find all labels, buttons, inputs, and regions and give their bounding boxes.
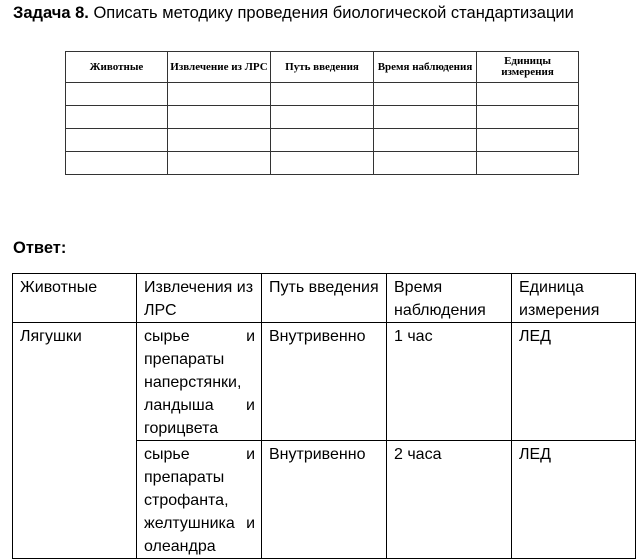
unit-cell: ЛЕД [512, 323, 636, 441]
empty-cell [66, 83, 168, 106]
empty-cell [477, 129, 579, 152]
task-table-empty-row [66, 106, 579, 129]
answer-header-row [13, 274, 636, 323]
empty-cell [271, 106, 374, 129]
unit-cell: ЛЕД [512, 441, 636, 559]
extract-cell: сырье и препараты строфанта, желтушника и олеандра [137, 441, 262, 559]
empty-cell [66, 152, 168, 175]
task-text: Описать методику проведения биологической стандартизации [88, 4, 574, 22]
answer-table [12, 273, 636, 559]
task-table-header: Животные [66, 52, 168, 83]
task-title [13, 4, 574, 23]
empty-cell [374, 129, 477, 152]
empty-cell [477, 83, 579, 106]
answer-label: Ответ: [13, 239, 67, 257]
answer-header: Время наблюдения [387, 274, 512, 323]
empty-cell [168, 106, 271, 129]
empty-cell [477, 152, 579, 175]
empty-cell [271, 129, 374, 152]
extract-cell: сырье и препараты наперстянки, ландыша и горицвета [137, 323, 262, 441]
empty-cell [374, 152, 477, 175]
task-table-empty-row [66, 152, 579, 175]
task-table-empty-row [66, 129, 579, 152]
empty-cell [168, 152, 271, 175]
answer-header: Путь введения [262, 274, 387, 323]
empty-cell [168, 83, 271, 106]
time-cell: 2 часа [387, 441, 512, 559]
answer-header: Животные [13, 274, 137, 323]
route-cell: Внутривенно [262, 441, 387, 559]
task-number: Задача 8. [13, 4, 89, 22]
empty-cell [66, 106, 168, 129]
task-table-header: Время наблюдения [374, 52, 477, 83]
empty-cell [374, 83, 477, 106]
task-table-empty-row [66, 83, 579, 106]
empty-cell [271, 83, 374, 106]
animal-cell: Лягушки [13, 323, 137, 559]
empty-cell [66, 129, 168, 152]
answer-row [13, 323, 636, 441]
task-table-header: Путь введения [271, 52, 374, 83]
task-table [65, 51, 579, 175]
answer-header: Единица измерения [512, 274, 636, 323]
route-cell: Внутривенно [262, 323, 387, 441]
task-table-header: Единицы измерения [477, 52, 579, 83]
answer-header: Извлечения из ЛРС [137, 274, 262, 323]
empty-cell [477, 106, 579, 129]
empty-cell [168, 129, 271, 152]
task-table-header: Извлечение из ЛРС [168, 52, 271, 83]
time-cell: 1 час [387, 323, 512, 441]
empty-cell [374, 106, 477, 129]
empty-cell [271, 152, 374, 175]
task-table-header-row [66, 52, 579, 83]
